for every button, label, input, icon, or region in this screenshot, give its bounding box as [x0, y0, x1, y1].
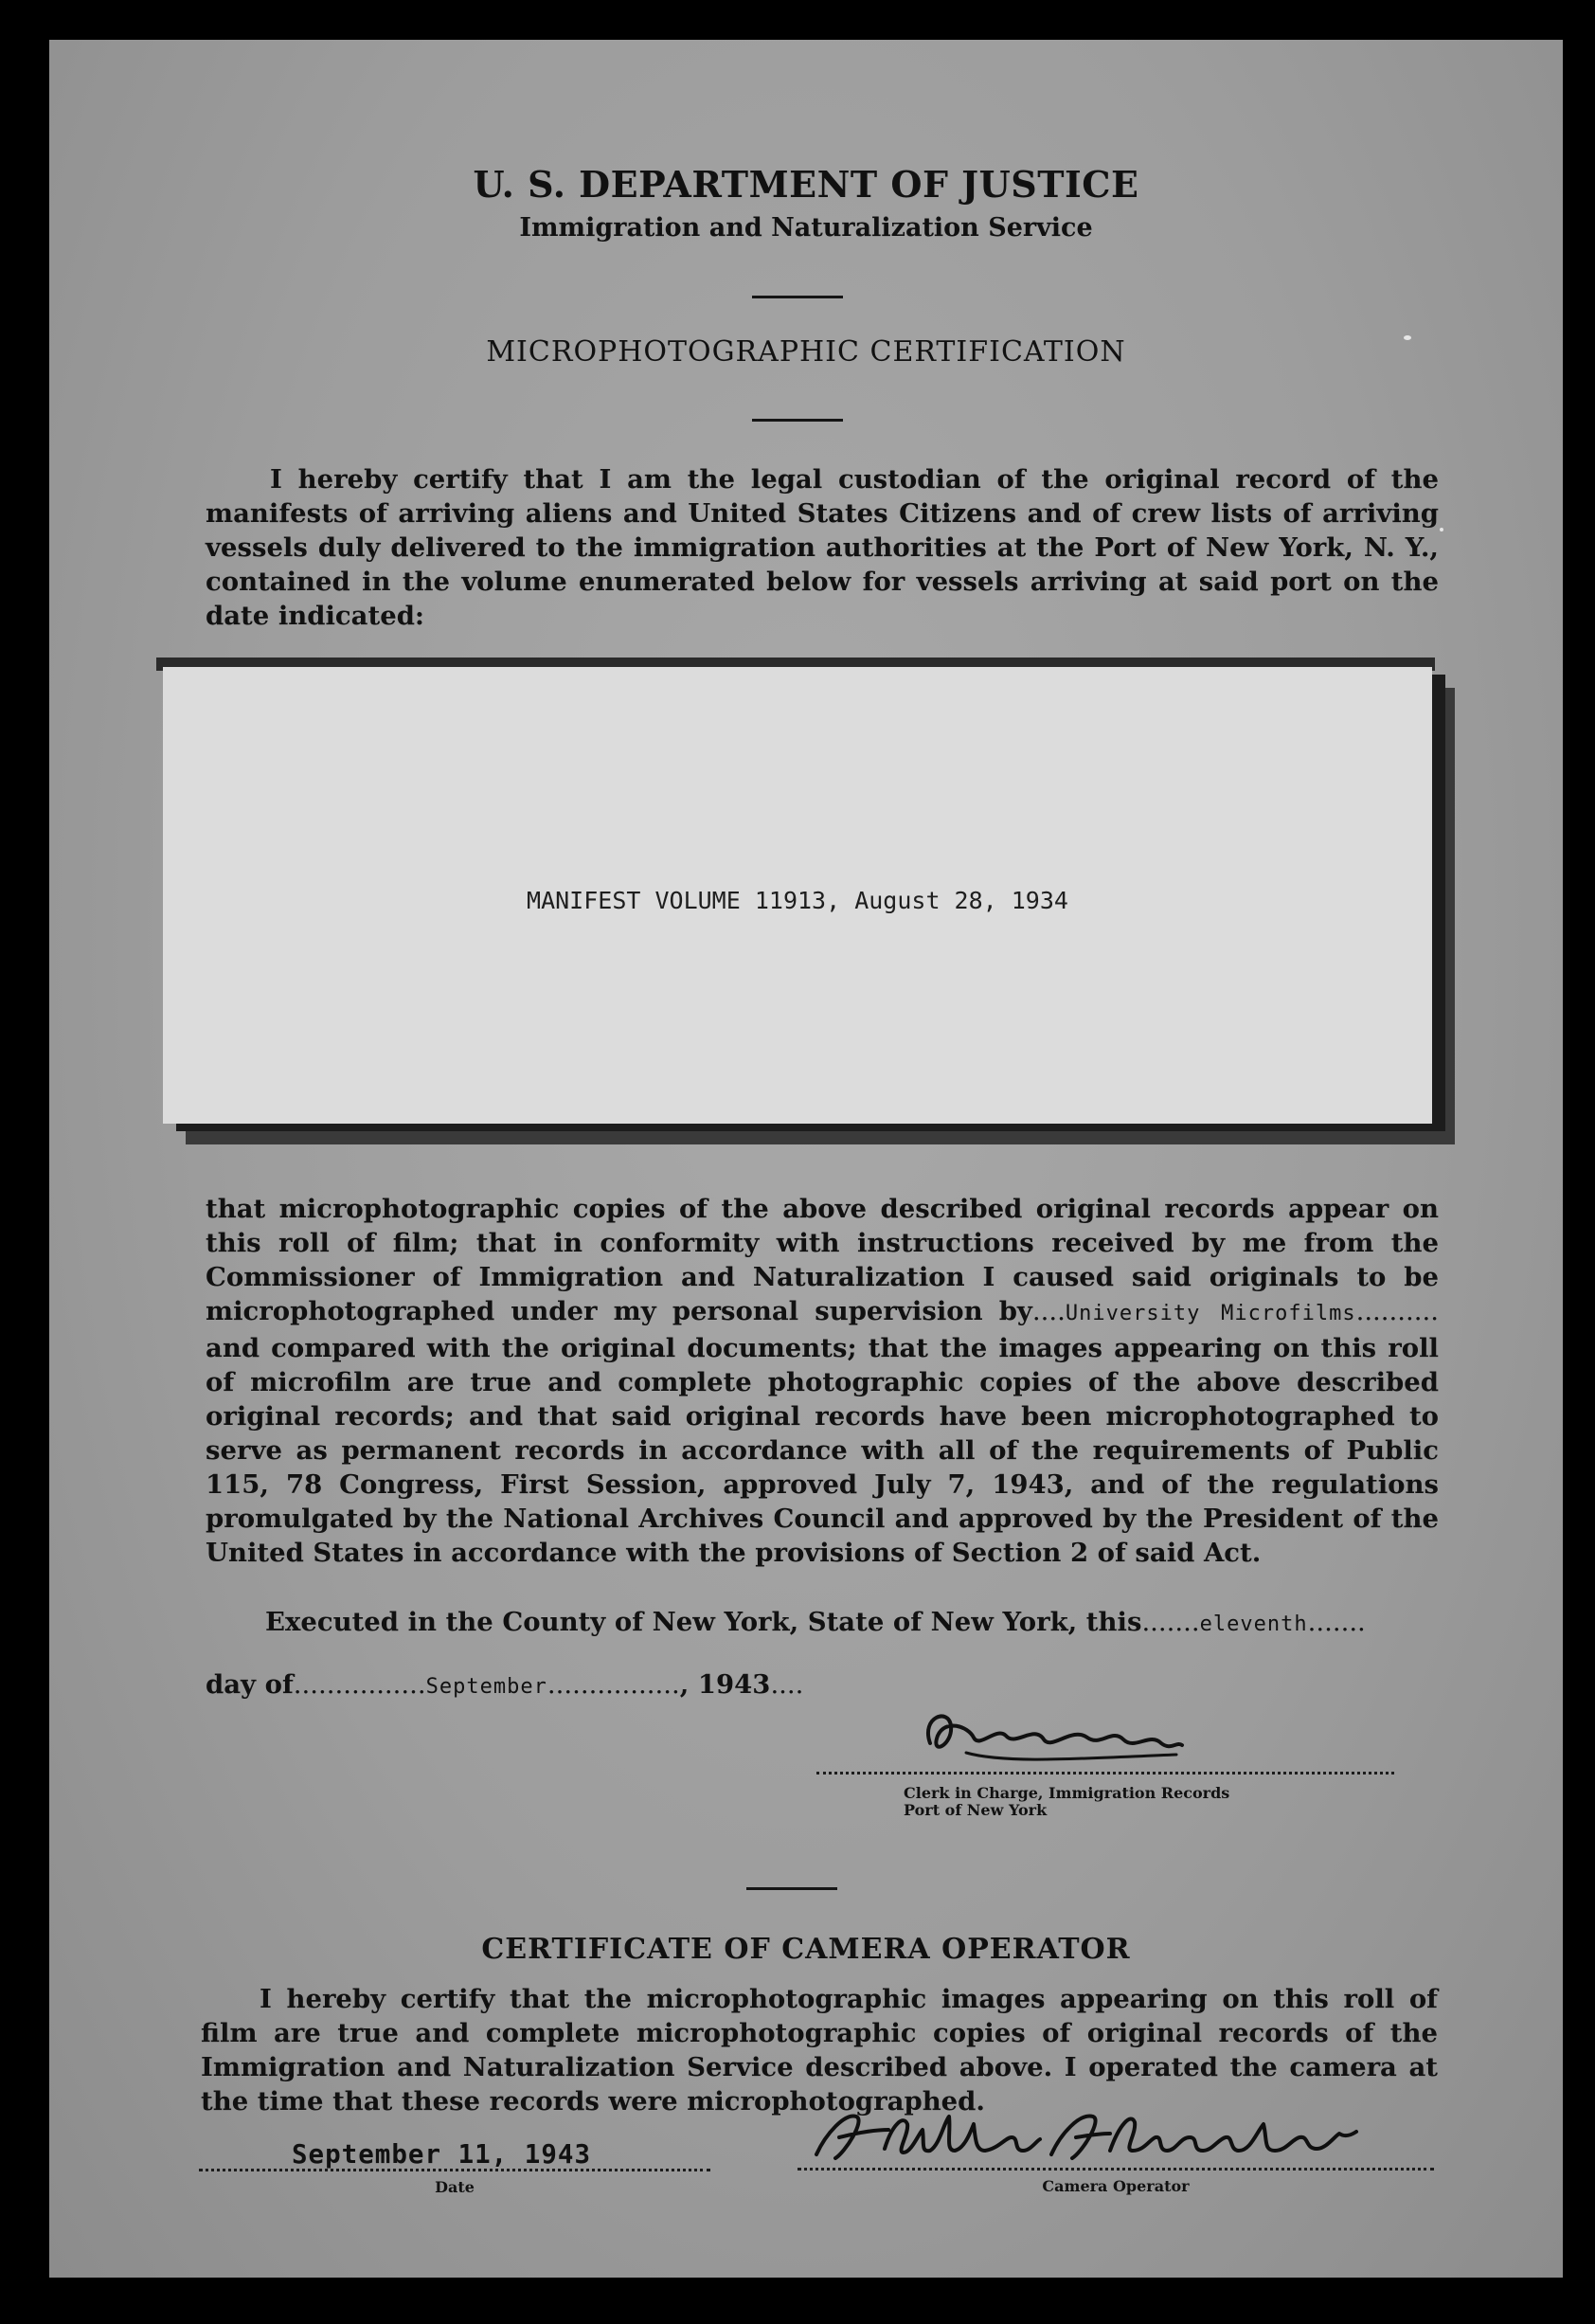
date-caption: Date: [435, 2178, 475, 2196]
divider-rule: [746, 1887, 837, 1890]
divider-rule: [752, 296, 843, 298]
clerk-signature-line: [816, 1772, 1394, 1775]
certification-title: MICROPHOTOGRAPHIC CERTIFICATION: [486, 335, 1126, 369]
body-text-part1: that microphotographic copies of the above described original records appear on this roll of film; that in conformity with instructions received by me from the Commissioner of Immigration and Naturalization I caused said originals to be microphotographed under my personal supervision by: [206, 1194, 1439, 1326]
certification-body-paragraph: that microphotographic copies of the above described original records appear on this roll of film; that in conformity with instructions received by me from the Commissioner of Immigration and Naturalization I caused said originals to be microphotographed under my personal supervision by....University Microfilms.......... and compared with the original documents; that the images appearing on this roll of microfilm are true and complete photographic copies of the above described original records; and that said original records have been microphotographed to serve as permanent records in accordance with all of the requirements of Public 115, 78 Congress, First Session, approved July 7, 1943, and of the regulations promulgated by the National Archives Council and approved by the President of the United States in accordance with the provisions of Section 2 of said Act.: [206, 1194, 1439, 1568]
camera-date-value: September 11, 1943: [292, 2139, 592, 2170]
clerk-title: Clerk in Charge, Immigration Records: [904, 1784, 1230, 1802]
body-text-part2: and compared with the original documents; that the images appearing on this roll of microfilm are true and complete photographic copies of the above described original records; and that said original records have been microphotographed to serve as permanent records in accordance with all of the requirements of Public 115, 78 Congress, First Session, approved July 7, 1943, and of the regulations promulgated by the National Archives Council and approved by the President of the United States in accordance with the provisions of Section 2 of said Act.: [206, 1333, 1439, 1568]
execution-month: September: [425, 1675, 547, 1699]
divider-rule: [752, 419, 843, 422]
date-dotted-line: [199, 2169, 710, 2171]
execution-line: Executed in the County of New York, State of New York, this.......eleventh.......: [265, 1607, 1366, 1637]
camera-operator-title: CERTIFICATE OF CAMERA OPERATOR: [481, 1933, 1131, 1966]
manifest-volume-label: MANIFEST VOLUME 11913, August 28, 1934: [527, 887, 1068, 914]
film-speck: [1440, 528, 1443, 531]
camera-operator-statement: I hereby certify that the microphotographic images appearing on this roll of film are true and complete microphotographic copies of original records of the Immigration and Naturalization Service described above. I operated the camera at the time that these records were microphotographed.: [201, 1984, 1438, 2117]
operator-caption: Camera Operator: [1042, 2177, 1190, 2195]
execution-day: eleventh: [1199, 1612, 1308, 1636]
department-heading: U. S. DEPARTMENT OF JUSTICE: [473, 163, 1139, 206]
execution-prefix: Executed in the County of New York, State of New York, this: [265, 1607, 1142, 1637]
service-subheading: Immigration and Naturalization Service: [519, 213, 1093, 243]
supervisor-name: University Microfilms: [1065, 1302, 1356, 1325]
clerk-port: Port of New York: [904, 1801, 1048, 1819]
certificate-sheet: [49, 40, 1563, 2278]
clerk-signature: [892, 1698, 1423, 1774]
camera-operator-signature: [798, 2096, 1385, 2170]
execution-year: , 1943: [679, 1669, 771, 1700]
operator-dotted-line: [798, 2168, 1434, 2171]
execution-date-line: day of................September................, 1943....: [206, 1669, 804, 1700]
day-of-label: day of: [206, 1669, 294, 1700]
manifest-pasted-slip: [163, 667, 1432, 1124]
clerk-caption: [904, 1785, 1229, 1819]
certification-intro-paragraph: I hereby certify that I am the legal custodian of the original record of the manifests of arriving aliens and United States Citizens and of crew lists of arriving vessels duly delivered to the immigration authorities at the Port of New York, N. Y., contained in the volume enumerated below for vessels arriving at said port on the date indicated:: [206, 464, 1439, 631]
